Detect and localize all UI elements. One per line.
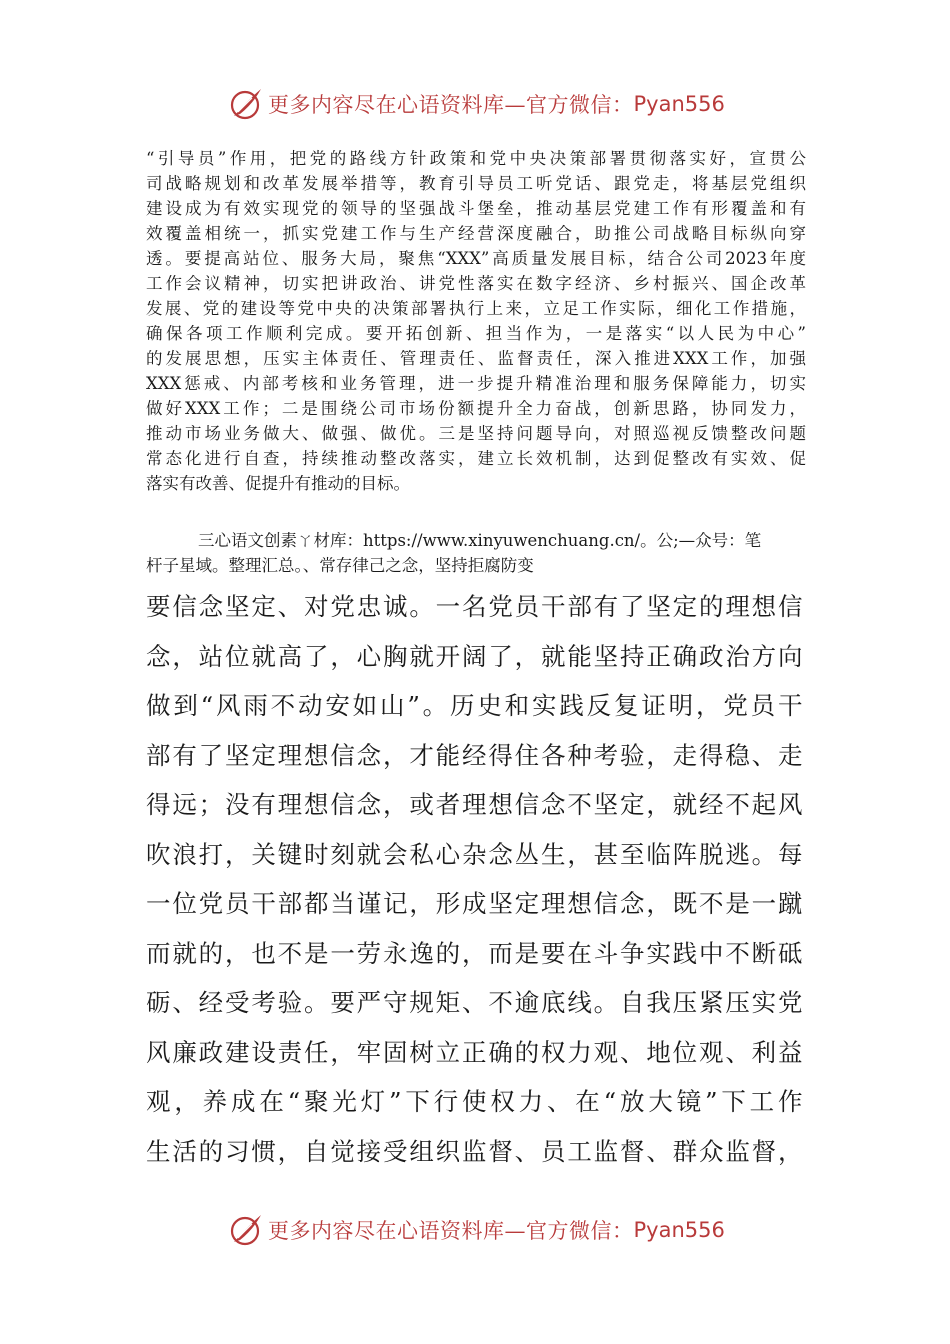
paragraph-1-line: 效覆盖相统一，抓实党建工作与生产经营深度融合，助推公司战略目标纵向穿 <box>146 224 806 243</box>
paragraph-2-line: 吹浪打，关键时刻就会私心杂念丛生，甚至临阵脱逃。每 <box>146 839 804 869</box>
paragraph-1-line: 做好XXX工作；二是围绕公司市场份额提升全力奋战，创新思路，协同发力， <box>146 399 806 418</box>
paragraph-2-line: 要信念坚定、对党忠诚。一名党员干部有了坚定的理想信 <box>146 592 804 621</box>
paragraph-1-line: 发展、党的建设等党中央的决策部署执行上来，立足工作实际，细化工作措施， <box>146 299 806 318</box>
paragraph-2 <box>146 582 804 1176</box>
footer-banner-wechat-id: Pyan556 <box>633 1218 725 1242</box>
paragraph-1-line: 落实有改善、促提升有推动的目标。 <box>146 474 410 493</box>
source-note <box>146 528 806 578</box>
paragraph-2-line: 生活的习惯，自觉接受组织监督、员工监督、群众监督， <box>146 1136 804 1166</box>
paragraph-1-line: XXX惩戒、内部考核和业务管理，进一步提升精准治理和服务保障能力，切实 <box>146 374 806 393</box>
paragraph-1-line: 推动市场业务做大、做强、做优。三是坚持问题导向，对照巡视反馈整改问题 <box>146 424 806 443</box>
paragraph-2-line: 一位党员干部都当谨记，形成坚定理想信念，既不是一蹴 <box>146 889 804 918</box>
paragraph-2-line: 观，养成在“聚光灯”下行使权力、在“放大镜”下工作 <box>146 1087 804 1116</box>
paragraph-2-line: 砺、经受考验。要严守规矩、不逾底线。自我压紧压实党 <box>146 988 804 1017</box>
paragraph-2-line: 风廉政建设责任，牢固树立正确的权力观、地位观、利益 <box>146 1037 804 1067</box>
source-note-line: 杆子星域。整理汇总。、常存律己之念，坚持拒腐防变 <box>146 556 534 575</box>
footer-banner <box>228 1210 748 1250</box>
paragraph-2-line: 而就的，也不是一劳永逸的，而是要在斗争实践中不断砥 <box>146 938 804 968</box>
footer-banner-text: 更多内容尽在心语资料库—官方微信： <box>268 1219 634 1243</box>
paragraph-2-line: 得远；没有理想信念，或者理想信念不坚定，就经不起风 <box>146 790 804 819</box>
paragraph-1-line: 建设成为有效实现党的领导的坚强战斗堡垒，推动基层党建工作有形覆盖和有 <box>146 199 806 218</box>
paragraph-1-line: 司战略规划和改革发展举措等，教育引导员工听党话、跟党走，将基层党组织 <box>146 174 806 193</box>
paragraph-1-line: 常态化进行自查，持续推动整改落实，建立长效机制，达到促整改有实效、促 <box>146 449 806 468</box>
source-note-line: 三心语文创素ㄚ材库：https://www.xinyuwenchuang.cn/。公;—众号：笔 <box>198 531 762 550</box>
header-banner <box>228 84 748 124</box>
paragraph-1-line: 透。要提高站位、服务大局，聚焦“XXX”高质量发展目标，结合公司2023年度 <box>146 249 806 268</box>
paragraph-2-line: 部有了坚定理想信念，才能经得住各种考验，走得稳、走 <box>146 740 804 770</box>
paragraph-1-line: 工作会议精神，切实把讲政治、讲党性落实在数字经济、乡村振兴、国企改革 <box>146 274 806 293</box>
paragraph-2-line: 做到“风雨不动安如山”。历史和实践反复证明，党员干 <box>146 691 804 720</box>
paragraph-1-line: “引导员”作用，把党的路线方针政策和党中央决策部署贯彻落实好，宣贯公 <box>146 149 806 168</box>
paragraph-1-line: 的发展思想，压实主体责任、管理责任、监督责任，深入推进XXX工作，加强 <box>146 349 806 368</box>
paragraph-2-line: 念，站位就高了，心胸就开阔了，就能坚持正确政治方向 <box>146 641 804 671</box>
header-banner-text: 更多内容尽在心语资料库—官方微信： <box>268 93 634 117</box>
header-banner-wechat-id: Pyan556 <box>633 92 725 116</box>
quill-logo-icon <box>228 86 264 122</box>
paragraph-1-line: 确保各项工作顺利完成。要开拓创新、担当作为，一是落实“以人民为中心” <box>146 324 806 343</box>
quill-logo-icon <box>228 1212 264 1248</box>
paragraph-1 <box>146 146 806 496</box>
